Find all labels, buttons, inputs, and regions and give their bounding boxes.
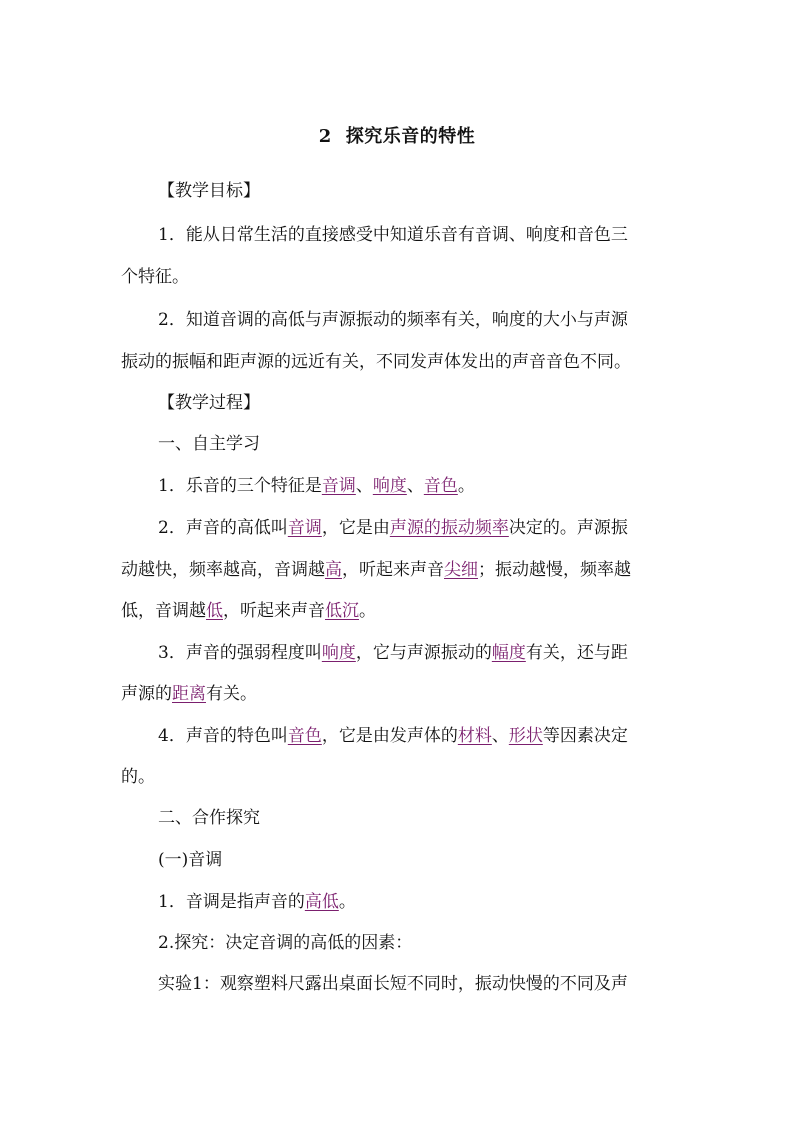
p2-l3-text-a: 低，音调越 bbox=[121, 601, 206, 621]
p2-l1-text-a: 2．声音的高低叫 bbox=[158, 518, 288, 538]
p4-line2: 的。 bbox=[121, 767, 155, 787]
goal2-line2: 振动的振幅和距声源的远近有关，不同发声体发出的声音音色不同。 bbox=[121, 352, 631, 372]
goals-heading: 【教学目标】 bbox=[158, 181, 260, 201]
p2-line2 bbox=[121, 557, 681, 583]
p2-l1-answer-2: 声源的振动频率 bbox=[389, 518, 509, 538]
p4-l1-sep: 、 bbox=[491, 726, 509, 746]
p3-l1-answer-1: 响度 bbox=[321, 643, 356, 663]
process-heading: 【教学过程】 bbox=[158, 393, 260, 413]
p2-l3-text-e: 。 bbox=[359, 601, 376, 621]
goal1-line1: 1．能从日常生活的直接感受中知道乐音有音调、响度和音色三 bbox=[158, 225, 628, 245]
p2-l1-text-e: 决定的。声源振 bbox=[508, 518, 628, 538]
p2-l1-answer-1: 音调 bbox=[287, 518, 322, 538]
subsection1-heading: (一)音调 bbox=[158, 850, 223, 870]
p1-answer-3: 音色 bbox=[423, 476, 458, 496]
p4-l1-answer-3: 形状 bbox=[508, 726, 543, 746]
experiment1: 实验1：观察塑料尺露出桌面长短不同时，振动快慢的不同及声 bbox=[158, 974, 628, 994]
p3-l1-answer-2: 幅度 bbox=[491, 643, 526, 663]
p2-l3-answer-2: 低沉 bbox=[325, 601, 359, 621]
p2-l2-answer-2: 尖细 bbox=[444, 560, 478, 580]
p2-l3-text-c: ，听起来声音 bbox=[223, 601, 325, 621]
p1-end: 。 bbox=[457, 476, 475, 496]
p4-l1-answer-1: 音色 bbox=[287, 726, 322, 746]
p2-l2-text-c: ，听起来声音 bbox=[342, 560, 444, 580]
q1-answer: 高低 bbox=[304, 892, 339, 912]
p3-l2-answer-1: 距离 bbox=[172, 684, 206, 704]
p2-line1 bbox=[158, 515, 718, 541]
p4-l1-text-c: ，它是由发声体的 bbox=[321, 726, 458, 746]
title-text: 探究乐音的特性 bbox=[345, 126, 476, 147]
p4-l1-text-a: 4．声音的特色叫 bbox=[158, 726, 288, 746]
p1-answer-1: 音调 bbox=[321, 476, 356, 496]
q2: 2.探究：决定音调的高低的因素： bbox=[158, 933, 413, 953]
p1-answer-2: 响度 bbox=[372, 476, 407, 496]
p4-line1 bbox=[158, 723, 718, 749]
goal2-line1: 2．知道音调的高低与声源振动的频率有关，响度的大小与声源 bbox=[158, 310, 628, 330]
p3-l2-text-a: 声源的 bbox=[121, 684, 172, 704]
p2-l3-answer-1: 低 bbox=[206, 601, 223, 621]
section1-heading: 一、自主学习 bbox=[158, 434, 260, 454]
p2-l2-text-a: 动越快，频率越高，音调越 bbox=[121, 560, 325, 580]
p3-l1-text-a: 3．声音的强弱程度叫 bbox=[158, 643, 322, 663]
q1-end: 。 bbox=[338, 892, 356, 912]
q1-text-a: 1．音调是指声音的 bbox=[158, 892, 305, 912]
p3-line1 bbox=[158, 640, 718, 666]
q1 bbox=[158, 889, 718, 915]
p3-line2 bbox=[121, 681, 681, 707]
p3-l2-text-c: 有关。 bbox=[206, 684, 257, 704]
p2-l2-answer-1: 高 bbox=[325, 560, 342, 580]
p3-l1-text-c: ，它与声源振动的 bbox=[355, 643, 492, 663]
p1-text-a: 1．乐音的三个特征是 bbox=[158, 476, 322, 496]
p3-l1-text-e: 有关，还与距 bbox=[525, 643, 628, 663]
p1 bbox=[158, 473, 718, 499]
p4-l1-answer-2: 材料 bbox=[457, 726, 492, 746]
page-title bbox=[0, 122, 794, 148]
goal1-line2: 个特征。 bbox=[121, 267, 189, 287]
p2-l2-text-e: ；振动越慢，频率越 bbox=[478, 560, 631, 580]
p2-l1-text-c: ，它是由 bbox=[321, 518, 390, 538]
section2-heading: 二、合作探究 bbox=[158, 808, 260, 828]
p4-l1-text-g: 等因素决定 bbox=[542, 726, 628, 746]
title-number: 2 bbox=[318, 126, 332, 147]
p1-sep-1: 、 bbox=[355, 476, 373, 496]
p1-sep-2: 、 bbox=[406, 476, 424, 496]
p2-line3 bbox=[121, 598, 681, 624]
